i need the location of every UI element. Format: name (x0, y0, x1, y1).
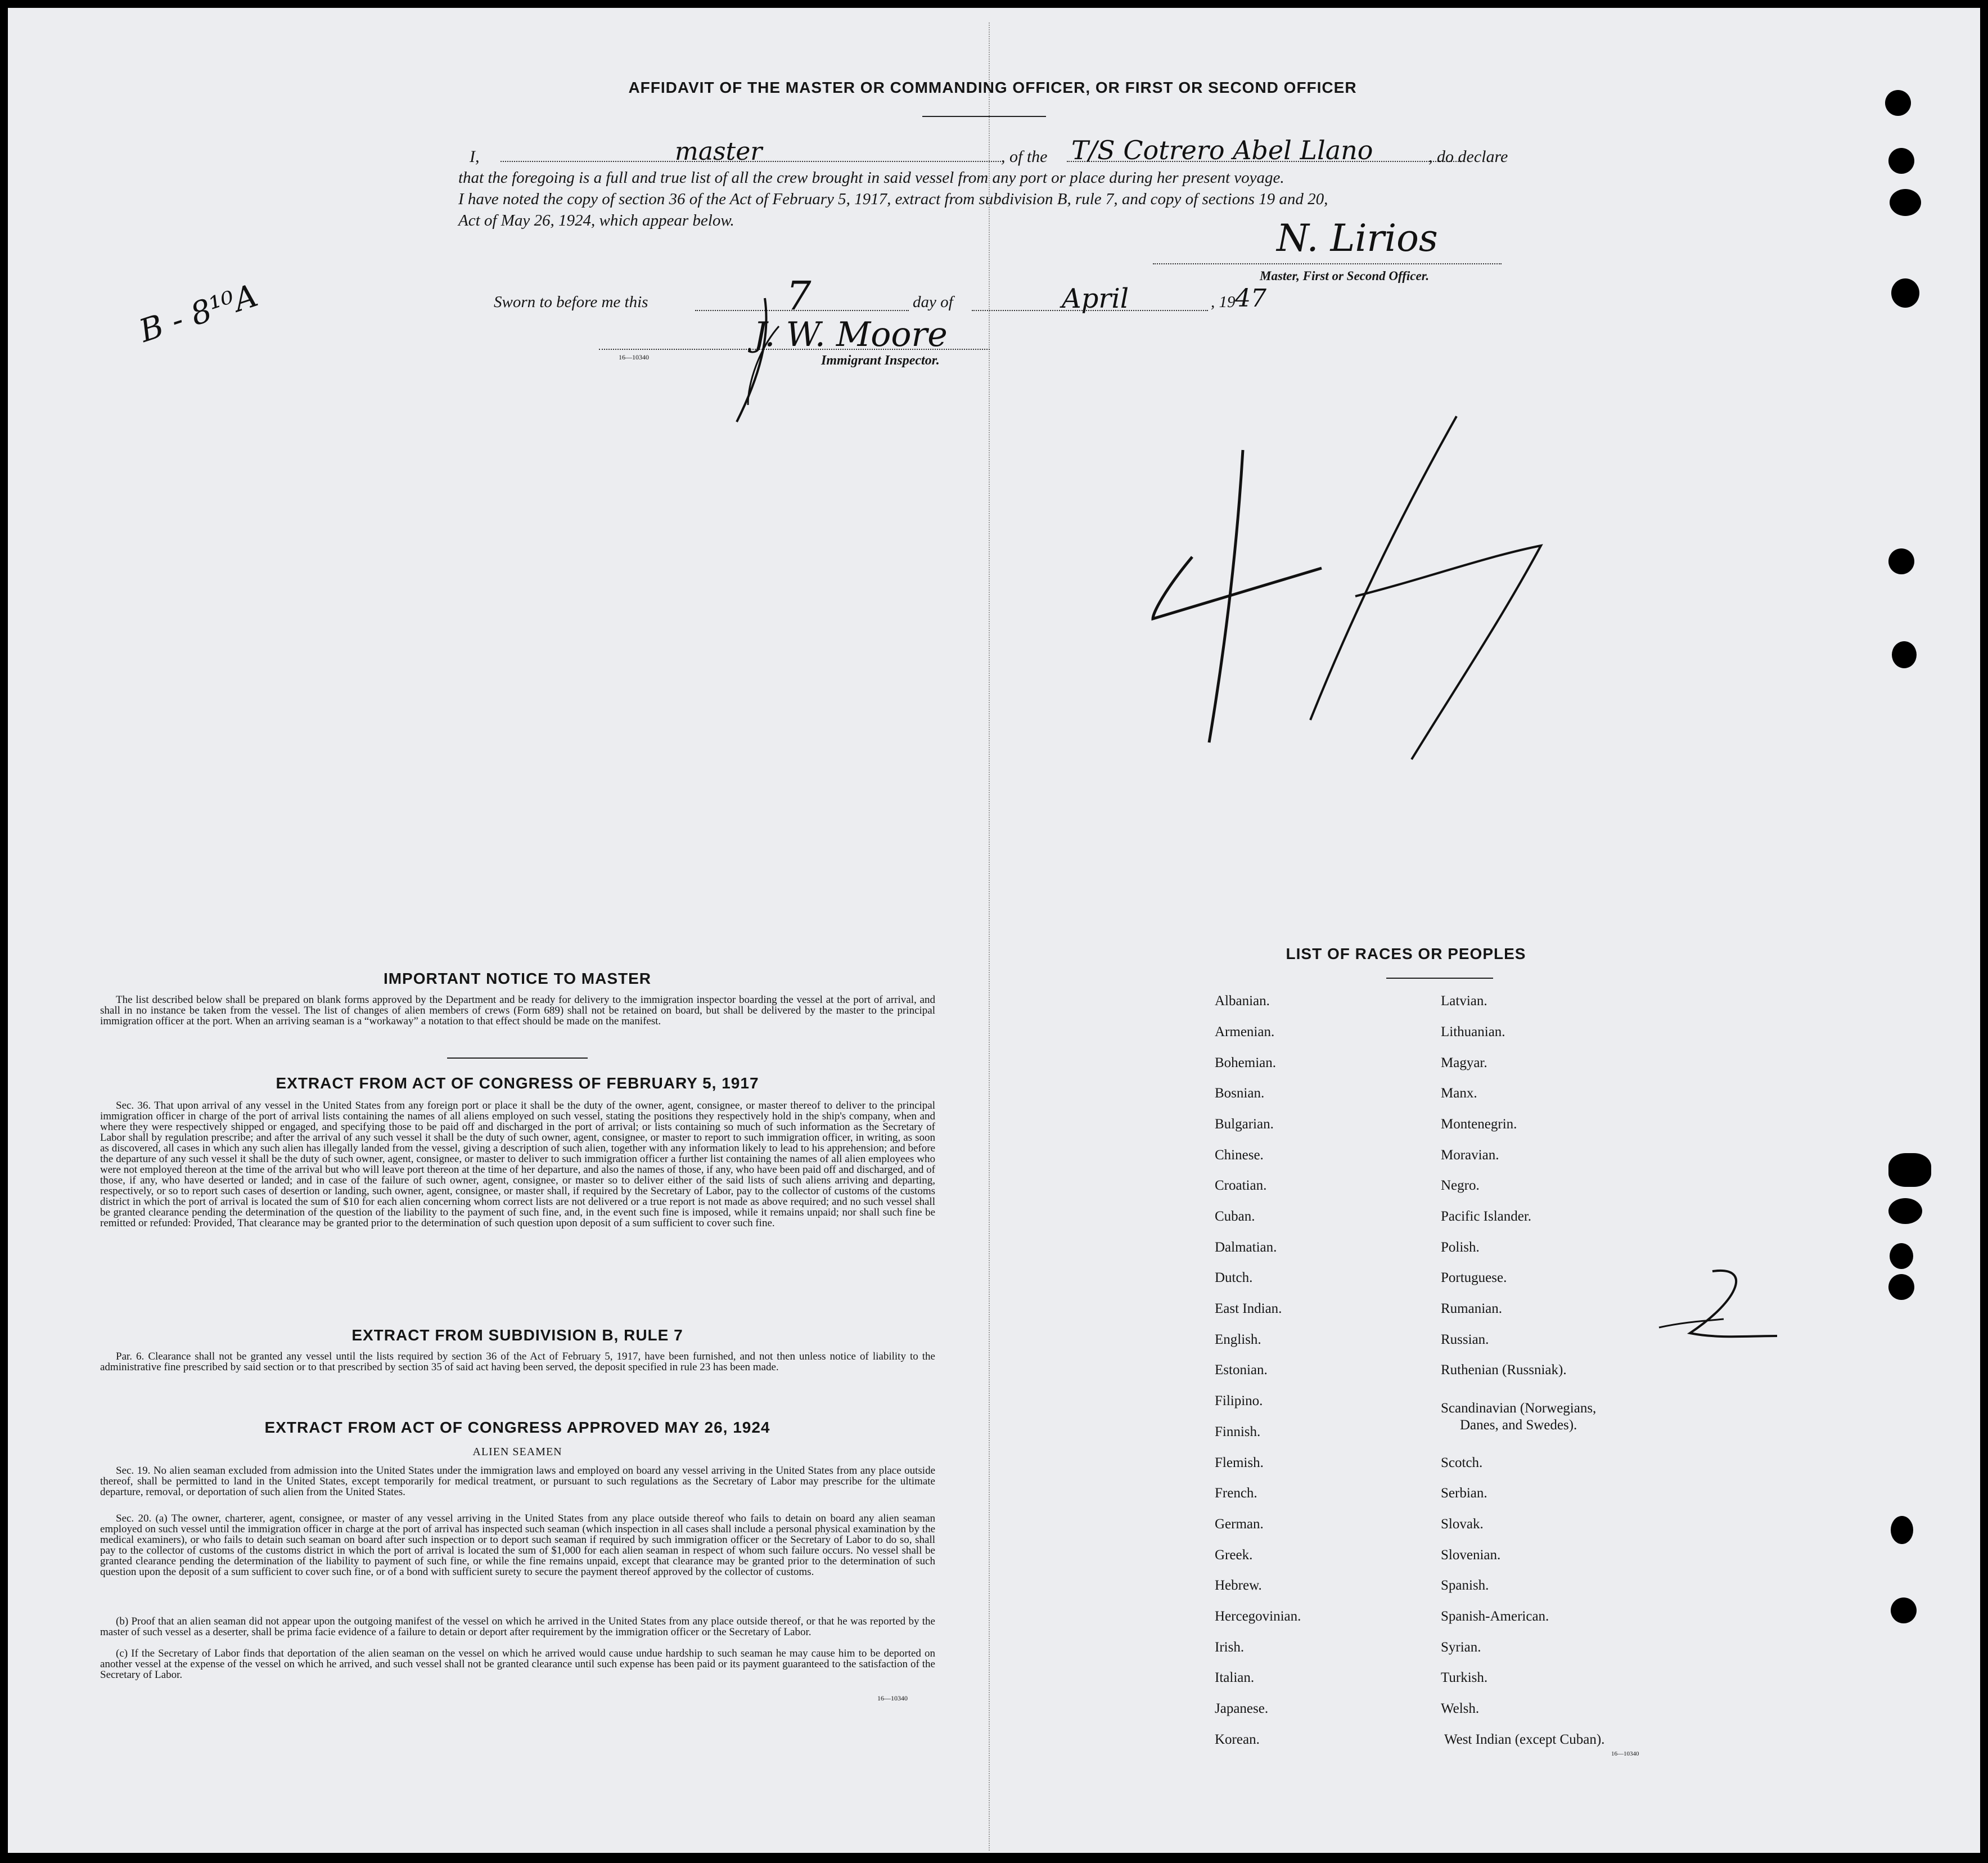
scan-border-top (0, 0, 1988, 8)
form-number-bottom-left: 16—10340 (877, 1694, 908, 1702)
race-item: West Indian (except Cuban). (1444, 1732, 1605, 1747)
race-item: Dalmatian. (1215, 1240, 1277, 1255)
race-item: Syrian. (1441, 1640, 1481, 1655)
race-item: Pacific Islander. (1441, 1209, 1532, 1224)
extract-1917-text: Sec. 36. That upon arrival of any vessel in the United States from any foreign port or place it shall be the duty of the owner, agent, consignee, or master thereof to deliver to the principal immigration officer in charge of the port of arrival lists containing the names of all aliens employed on such vessel, stating the positions they respectively hold in the ship's company, when and where they were respectively shipped or engaged, and specifying those to be paid off and discharged in the port of arrival; or lists containing so much of such information as the Secretary of Labor shall by regulation prescribe; and after the arrival of any such vessel it shall be the duty of such owner, agent, consignee, or master to report to such immigration officer, in writing, as soon as discovered, all cases in which any such alien has illegally landed from the vessel, giving a description of such alien, together with any information likely to lead to his apprehension; and before the departure of any such vessel it shall be the duty of such owner, agent, consignee, or master to deliver to such immigration officer a further list containing the names of all alien employees who were not employed thereon at the time of the arrival but who will leave port thereon at the time of her departure, and also the names of those, if any, who have been paid off and discharged, and of those, if any, who have deserted or landed; and in case of the failure of such owner, agent, consignee, or master so to deliver either of the said lists of such aliens arriving and departing, respectively, or so to report such cases of desertion or landing, such owner, agent, consignee, or master shall, if required by the Secretary of Labor, pay to the collector of customs of the customs district in which the port of arrival is located the sum of $10 for each alien concerning whom correct lists are not delivered or a true report is not made as above required; and no such vessel shall be granted clearance pending the determination of the question of the liability to the payment of such fine, and, in the event such fine is imposed, while it remains unpaid; nor shall such fine be remitted or refunded: Provided, That clearance may be granted prior to the determination of such question upon deposit of a sum sufficient to cover such fine. (100, 1100, 935, 1229)
race-item: Chinese. (1215, 1148, 1264, 1163)
of-the-label: , of the (1001, 147, 1048, 166)
races-rule (1386, 978, 1493, 979)
race-item: Rumanian. (1441, 1301, 1503, 1316)
race-item: Hercegovinian. (1215, 1609, 1301, 1624)
affidavit-heading: AFFIDAVIT OF THE MASTER OR COMMANDING OFFICER, OR FIRST OR SECOND OFFICER (628, 79, 1357, 96)
race-item: Spanish-American. (1441, 1609, 1549, 1624)
race-item: Bosnian. (1215, 1086, 1265, 1101)
race-item: Italian. (1215, 1670, 1255, 1685)
race-item: East Indian. (1215, 1301, 1282, 1316)
binding-hole (1888, 1153, 1931, 1187)
race-item: Flemish. (1215, 1455, 1264, 1470)
extract-1924-sec20a: Sec. 20. (a) The owner, charterer, agent, consignee, or master of any vessel arriving in the United States from any place outside thereof who fails to detain on board any alien seaman employed on such vessel until the immigration officer in charge at the port of arrival has inspected such seaman (which inspection in all cases shall include a personal physical examination by the medical examiners), or who fails to detain such seaman on board after such inspection or to deport such seaman if required by such immigration officer or the Secretary of Labor to do so, shall pay to the collector of customs of the customs district in which the port of arrival is located the sum of $1,000 for each alien seaman in respect of whom such failure occurs. No vessel shall be granted clearance pending the determination of the liability to payment of such fine, or while the fine remains unpaid, except that clearance may be granted prior to the determination of such question upon the deposit of a sum sufficient to cover such fine, or of a bond with sufficient surety to secure the payment thereof approved by the collector of customs. (100, 1513, 935, 1578)
race-item: Japanese. (1215, 1701, 1269, 1716)
race-item: Welsh. (1441, 1701, 1480, 1716)
master-name-handwritten: master (675, 137, 763, 166)
binding-hole (1888, 148, 1914, 174)
scan-border-left (0, 0, 8, 1863)
extract-1924-heading: EXTRACT FROM ACT OF CONGRESS APPROVED MAY 26, 1924 (264, 1419, 770, 1436)
race-item: Dutch. (1215, 1270, 1253, 1285)
race-item: Finnish. (1215, 1424, 1261, 1439)
binding-hole (1885, 90, 1911, 116)
inspector-caption: Immigrant Inspector. (821, 353, 940, 368)
inspector-signature-handwritten: J. W. Moore (754, 315, 948, 354)
race-item: Spanish. (1441, 1578, 1489, 1593)
race-item: Armenian. (1215, 1024, 1275, 1040)
race-item: French. (1215, 1486, 1257, 1501)
binding-hole (1891, 1516, 1913, 1544)
affidavit-line-3: I have noted the copy of section 36 of the Act of February 5, 1917, extract from subdivision B, rule 7, and copy of sections 19 and 20, (458, 190, 1328, 208)
day-label: day of (913, 293, 953, 311)
race-item: Magyar. (1441, 1055, 1487, 1070)
race-item: German. (1215, 1516, 1264, 1532)
do-declare-label: , do declare (1428, 147, 1508, 166)
binding-hole (1890, 189, 1921, 216)
heading-rule (922, 116, 1046, 117)
race-item: Albanian. (1215, 993, 1270, 1009)
sworn-prefix: Sworn to before me this (494, 293, 648, 311)
day-handwritten: 7 (786, 273, 812, 319)
binding-hole (1891, 1598, 1917, 1623)
race-item: Danes, and Swedes). (1460, 1418, 1577, 1433)
big-handwritten-fraction (1142, 405, 1569, 765)
binding-hole (1888, 1274, 1914, 1300)
race-item: Bohemian. (1215, 1055, 1277, 1070)
race-item: English. (1215, 1332, 1261, 1347)
right-handwritten-mark (1656, 1266, 1786, 1350)
race-item: Slovenian. (1441, 1547, 1501, 1563)
binding-hole (1890, 1243, 1913, 1269)
inspector-signature-stroke (725, 292, 793, 428)
extract-1924-subheading: ALIEN SEAMEN (472, 1446, 562, 1458)
race-item: Slovak. (1441, 1516, 1484, 1532)
race-item: Scotch. (1441, 1455, 1483, 1470)
form-number-bottom-right: 16—10340 (1611, 1750, 1639, 1757)
pronoun: I, (470, 147, 480, 166)
race-item: Manx. (1441, 1086, 1477, 1101)
race-item: Cuban. (1215, 1209, 1255, 1224)
left-margin-note: B - 8¹⁰A (135, 277, 263, 350)
race-item: Montenegrin. (1441, 1117, 1517, 1132)
race-item: Croatian. (1215, 1178, 1267, 1193)
binding-hole (1891, 278, 1919, 308)
race-item: Korean. (1215, 1732, 1260, 1747)
affidavit-line-1 (470, 135, 1510, 169)
year-prefix: , 19 (1211, 293, 1236, 311)
race-item: Greek. (1215, 1547, 1253, 1563)
race-item: Ruthenian (Russniak). (1441, 1362, 1567, 1378)
race-item: Estonian. (1215, 1362, 1268, 1378)
officer-caption: Master, First or Second Officer. (1260, 269, 1430, 283)
race-item: Serbian. (1441, 1486, 1487, 1501)
race-item: Russian. (1441, 1332, 1489, 1347)
notice-heading: IMPORTANT NOTICE TO MASTER (383, 970, 652, 987)
race-item: Portuguese. (1441, 1270, 1507, 1285)
binding-hole (1888, 1198, 1922, 1224)
notice-text: The list described below shall be prepared on blank forms approved by the Department and be ready for delivery to the immigration inspector boarding the vessel at the port of arrival, and shall in no instance be taken from the vessel. The list of changes of alien members of crews (Form 689) shall not be retained on board, but shall be delivered by the master to the principal immigration officer at the port. When an arriving seaman is a “workaway” a notation to that effect should be made on the manifest. (100, 994, 935, 1027)
affidavit-line-2: that the foregoing is a full and true list of all the crew brought in said vessel from any port or place during her present voyage. (458, 169, 1284, 187)
race-item: Latvian. (1441, 993, 1487, 1009)
race-item: Negro. (1441, 1178, 1480, 1193)
extract-rule7-text: Par. 6. Clearance shall not be granted any vessel until the lists required by section 36 of the Act of February 5, 1917, have been furnished, and not then unless notice of liability to the administrative fine prescribed by said section or to that prescribed by section 35 of said act having been served, the deposit specified in rule 23 has been made. (100, 1351, 935, 1373)
scan-border-right (1980, 0, 1988, 1863)
binding-hole (1892, 641, 1917, 668)
race-item: Polish. (1441, 1240, 1480, 1255)
extract-1917-heading: EXTRACT FROM ACT OF CONGRESS OF FEBRUARY 5, 1917 (276, 1074, 759, 1092)
extract-1924-sec20c: (c) If the Secretary of Labor finds that deportation of the alien seaman on the vessel on which he arrived would cause undue hardship to such seaman he may cause him to be deported on another vessel at the expense of the vessel on which he arrived, and such vessel shall not be granted clearance until such expense has been paid or its payment guaranteed to the satisfaction of the Secretary of Labor. (100, 1648, 935, 1681)
race-item: Bulgarian. (1215, 1117, 1274, 1132)
month-handwritten: April (1062, 283, 1129, 314)
signature-blank (1153, 263, 1502, 264)
form-number-top: 16—10340 (619, 353, 649, 361)
extract-rule7-heading: EXTRACT FROM SUBDIVISION B, RULE 7 (351, 1326, 683, 1344)
race-item: Lithuanian. (1441, 1024, 1505, 1040)
notice-rule (447, 1058, 588, 1059)
race-item: Turkish. (1441, 1670, 1488, 1685)
race-item: Irish. (1215, 1640, 1245, 1655)
master-signature-handwritten: N. Lirios (1277, 217, 1438, 260)
extract-1924-sec19: Sec. 19. No alien seaman excluded from admission into the United States under the immigration laws and employed on board any vessel arriving in the United States from any place outside thereof, shall be permitted to land in the United States, except temporarily for medical treatment, or pursuant to such regulations as the Secretary of Labor may prescribe for the ultimate departure, removal, or deportation of such alien from the United States. (100, 1465, 935, 1498)
year-handwritten: 47 (1235, 284, 1266, 313)
races-heading: LIST OF RACES OR PEOPLES (1286, 945, 1526, 962)
race-item: Scandinavian (Norwegians, (1441, 1401, 1597, 1416)
binding-hole (1888, 548, 1914, 574)
race-item: Moravian. (1441, 1148, 1499, 1163)
affidavit-line-4: Act of May 26, 1924, which appear below. (458, 212, 734, 230)
race-item: Hebrew. (1215, 1578, 1262, 1593)
vessel-name-handwritten: T/S Cotrero Abel Llano (1071, 135, 1373, 165)
race-item: Filipino. (1215, 1393, 1263, 1408)
extract-1924-sec20b: (b) Proof that an alien seaman did not appear upon the outgoing manifest of the vessel on which he arrived in the United States from any place outside thereof, or that he was reported by the master of such vessel as a deserter, shall be prima facie evidence of a failure to detain or deport after requirement by the immigration officer or the Secretary of Labor. (100, 1616, 935, 1638)
scan-border-bottom (0, 1853, 1988, 1863)
